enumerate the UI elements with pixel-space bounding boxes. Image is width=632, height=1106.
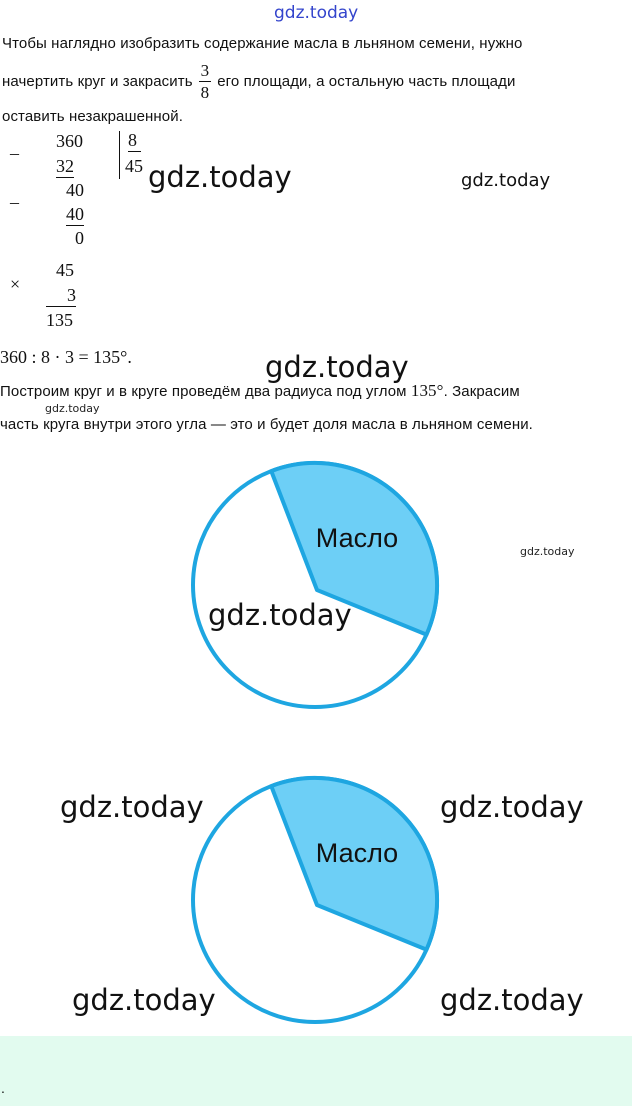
pie-chart-1 xyxy=(185,455,447,717)
watermark-small-right: gdz.today xyxy=(520,545,575,558)
division-remainder-2: 0 xyxy=(75,228,84,248)
watermark-pie-2-top-left: gdz.today xyxy=(60,790,204,824)
paragraph2-angle: 135° xyxy=(410,381,444,400)
paragraph2-line2: часть круга внутри этого угла — это и будет доля масла в льняном семени. xyxy=(0,416,533,433)
watermark-pie-1: gdz.today xyxy=(208,598,352,632)
division-minus-1: – xyxy=(10,143,19,163)
paragraph2-line1-after: . Закрасим xyxy=(443,383,520,400)
watermark-pie-2-bottom-right: gdz.today xyxy=(440,983,584,1017)
multiplication-product: 135 xyxy=(46,310,73,330)
watermark-pie-2-top-right: gdz.today xyxy=(440,790,584,824)
multiplication-sign: × xyxy=(10,274,21,294)
watermark-right-1: gdz.today xyxy=(461,170,551,191)
pie-2-label: Масло xyxy=(315,838,399,868)
division-subtrahend-2: 40 xyxy=(66,204,84,224)
division-subtrahend-1: 32 xyxy=(56,156,74,176)
pie-chart-2 xyxy=(185,770,447,1032)
division-quotient: 45 xyxy=(125,156,143,176)
paragraph1-line3: оставить незакрашенной. xyxy=(2,108,183,125)
watermark-small-left: gdz.today xyxy=(45,402,100,415)
fraction-denominator: 8 xyxy=(200,82,210,102)
pie-1-label: Масло xyxy=(315,523,399,553)
division-dividend: 360 xyxy=(56,131,83,151)
paragraph2-line1 xyxy=(0,381,520,401)
paragraph1-line2-before: начертить круг и закрасить xyxy=(2,72,193,90)
multiplication-factor-1: 45 xyxy=(56,260,74,280)
paragraph1-line2 xyxy=(2,58,515,104)
paragraph1-line2-after: его площади, а остальную часть площади xyxy=(217,72,516,90)
watermark-center: gdz.today xyxy=(265,350,409,384)
fraction-three-eighths xyxy=(199,62,212,101)
formula-result: 360 : 8 · 3 = 135°. xyxy=(0,347,132,367)
watermark-top: gdz.today xyxy=(274,3,359,23)
footer-dot: . xyxy=(1,1080,5,1096)
fraction-numerator: 3 xyxy=(200,60,210,80)
division-minus-2: – xyxy=(10,192,19,212)
watermark-pie-2-bottom-left: gdz.today xyxy=(72,983,216,1017)
paragraph2-line1-before: Построим круг и в круге проведём два радиуса под углом xyxy=(0,383,407,400)
division-divisor: 8 xyxy=(128,130,141,152)
multiplication-factor-2: 3 xyxy=(46,285,76,307)
watermark-division: gdz.today xyxy=(148,160,292,194)
paragraph1-line1: Чтобы наглядно изобразить содержание масла в льняном семени, нужно xyxy=(2,35,523,52)
footer-band xyxy=(0,1036,632,1106)
division-bracket-vertical xyxy=(119,131,120,179)
division-remainder-1: 40 xyxy=(66,180,84,200)
